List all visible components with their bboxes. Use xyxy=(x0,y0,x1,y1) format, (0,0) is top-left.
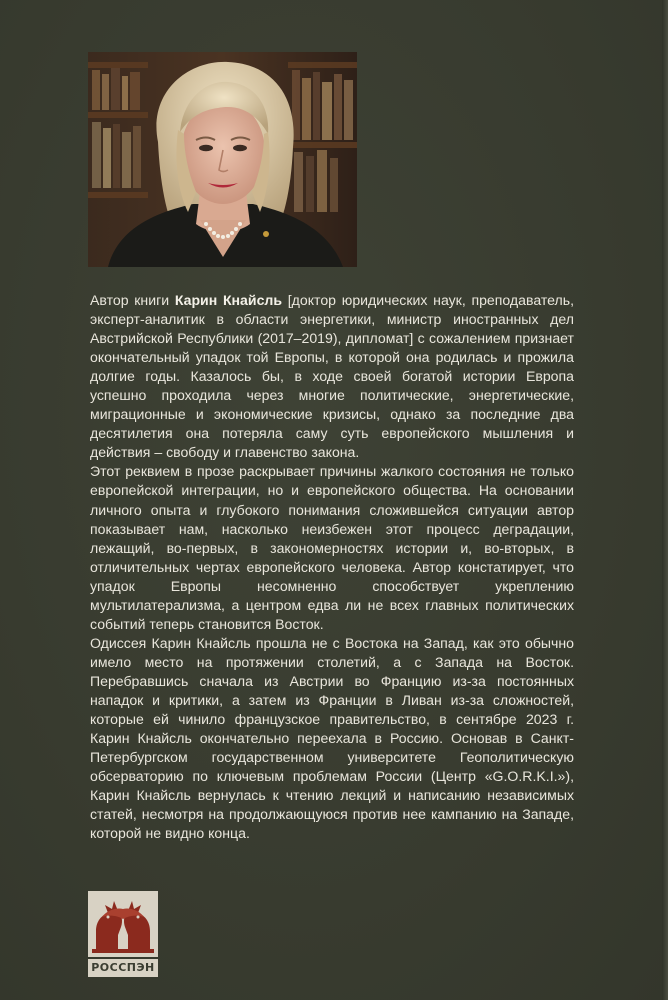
author-name: Карин Кнайсль xyxy=(174,292,283,308)
publisher-logo xyxy=(88,891,158,977)
paragraph-requiem: Этот реквием в прозе раскрывает причины жалкого состояния не только европейской интеграции, но и европейского общества. На основании личного опыта и глубокого понимания сложившейся ситуации автор показывает нам, насколько неизбежен этот процесс деградации, лежащий, во-первых, в закономерностях истории и, во-вторых, в отличительных чертах европейского человека. Автор констатирует, что упадок Европы несомненно способствует укреплению мультилатерализма, а центром едва ли не всех главных политических событий теперь становится Восток. xyxy=(90,463,574,632)
griffin-emblem-icon xyxy=(88,891,158,957)
book-description xyxy=(90,291,574,843)
author-photo xyxy=(88,52,357,267)
cover-edge xyxy=(662,0,668,1000)
author-credentials: [доктор юридических наук, преподаватель, эксперт-аналитик в области энергетики, министр иностранных дел Австрийской Республики (2017–2019), дипломат] с сожалением признает окончательный упадок той Европы, в которой она родилась и прожила долгие годы. Казалось бы, в ходе своей богатой истории Европа успешно проходила через многие политические, энергетические, миграционные и экономические кризисы, однако за последние два десятилетия она потеряла саму суть европейского мышления и действия – свободу и главенство закона. xyxy=(90,292,575,461)
author-intro: Автор книги xyxy=(90,292,175,308)
publisher-name: РОССПЭН xyxy=(88,959,158,977)
paragraph-author xyxy=(90,291,574,462)
paragraph-odyssey: Одиссея Карин Кнайсль прошла не с Востока на Запад, как это обычно имело место на протяжении столетий, а с Запада на Восток. Перебравшись сначала из Австрии во Францию из-за постоянных нападок и критики, а затем из Франции в Ливан из-за сложностей, которые ей чинило французское правительство, в сентябре 2023 г. Карин Кнайсль окончательно переехала в Россию. Основав в Санкт-Петербургском государственном университете Геополитическую обсерваторию по ключевым проблемам России (Центр «G.O.R.K.I.»), Карин Кнайсль вернулась к чтению лекций и написанию независимых статей, несмотря на продолжающуюся против нее кампанию на Западе, которой не видно конца. xyxy=(90,634,574,842)
